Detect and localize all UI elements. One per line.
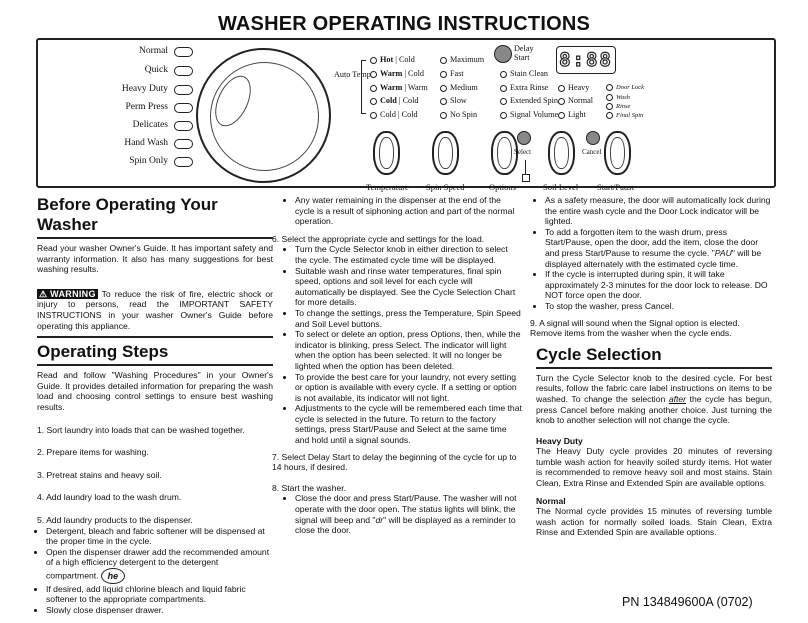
list-item bbox=[295, 493, 522, 535]
list-item: • To change the settings, press the Temperature, Spin Speed and Soil Level buttons. bbox=[295, 308, 522, 329]
status-rinse bbox=[606, 103, 630, 110]
list-item: • Adjustments to the cycle will be remembered each time that cycle is selected in the future. To return to the factory settings, press Start/Pause and Select at the same time and hold until a signal sounds. bbox=[295, 403, 522, 445]
temp-light-icon bbox=[370, 112, 377, 119]
status-light-icon bbox=[606, 112, 613, 119]
status-label: Door Lock bbox=[616, 84, 644, 91]
temp-option-warm-warm: Warm | Warm bbox=[370, 83, 428, 92]
list-item: • If desired, add liquid chlorine bleach and liquid fabric softener to the appropriate compartments. bbox=[46, 584, 273, 605]
list-item: • To stop the washer, press Cancel. bbox=[545, 301, 772, 312]
spin-label: Medium bbox=[450, 83, 478, 92]
options-indicator-icon bbox=[522, 174, 530, 182]
warning-badge-text: WARNING bbox=[50, 288, 96, 299]
soil-light-icon bbox=[558, 112, 565, 119]
status-label: Final Spin bbox=[616, 112, 644, 119]
list-item: • To provide the best care for your laundry, not every setting or option is available with every cycle. If a setting or option is not available, its indicator will not light. bbox=[295, 372, 522, 404]
step-2: 2. Prepare items for washing. bbox=[37, 447, 149, 458]
wash-temp: Cold bbox=[380, 96, 397, 105]
step-1: 1. Sort laundry into loads that can be washed together. bbox=[37, 424, 245, 435]
emphasis-after: after bbox=[668, 393, 687, 404]
before-paragraph: Read your washer Owner's Guide. It has important safety and warranty information. It also has many suggestions for best washing results. bbox=[37, 243, 273, 275]
spin-label: Slow bbox=[450, 96, 467, 105]
divider bbox=[536, 367, 772, 369]
list-item: • To select or delete an option, press Options, then, while the indicator is blinking, press Select. The indicator will light when the option has been selected. It will no longer be lighted when the option has been deleted. bbox=[295, 329, 522, 371]
rinse-temp: Cold bbox=[398, 55, 415, 64]
cycle-label-perm-press: Perm Press bbox=[125, 102, 168, 112]
dispenser-note bbox=[286, 195, 522, 227]
spin-light-icon bbox=[440, 85, 447, 92]
step-8-list bbox=[286, 493, 522, 535]
right-column bbox=[530, 195, 772, 545]
options-indicator-line bbox=[525, 160, 526, 174]
cycle-selector-knob[interactable] bbox=[196, 48, 331, 183]
spin-light-icon bbox=[440, 112, 447, 119]
cycle-indicator-spin-only[interactable] bbox=[174, 157, 193, 167]
cycle-indicator-hand-wash[interactable] bbox=[174, 139, 193, 149]
list-item: • Any water remaining in the dispenser at the end of the cycle is a result of siphoning action and part of the normal operation. bbox=[295, 195, 522, 227]
list-item: • As a safety measure, the door will automatically lock during the entire wash cycle and the Door Lock indicator will be lighted. bbox=[545, 195, 772, 227]
start-pause-button-label: Start/Pause bbox=[597, 182, 636, 192]
soil-level-button-label: Soil Level bbox=[543, 182, 579, 192]
cycle-indicator-heavy-duty[interactable] bbox=[174, 85, 193, 95]
heading-cycle-selection: Cycle Selection bbox=[536, 344, 662, 364]
he-logo-text: he bbox=[107, 570, 119, 581]
status-door-lock bbox=[606, 84, 644, 91]
wash-temp: Cold bbox=[380, 110, 396, 119]
select-label: Select bbox=[514, 148, 532, 156]
heavy-duty-paragraph: The Heavy Duty cycle provides 20 minutes of reversing tumble wash action for heavily soiled sturdy items. Hot water is recommended to remove heavy soil and most stains. Stain Clean, Extra Rinse and Extended Spin are available options. bbox=[536, 446, 772, 489]
temp-option-hot-cold: Hot | Cold bbox=[370, 55, 415, 64]
cycle-label-normal: Normal bbox=[138, 46, 168, 56]
spin-option-no-spin bbox=[440, 110, 477, 119]
list-item: • Suitable wash and rinse water temperatures, final spin speed, options and soil level for each cycle will automatically be displayed. See the Cycle Selection Chart for more details. bbox=[295, 266, 522, 308]
rinse-temp: Cold bbox=[401, 110, 418, 119]
start-pause-button[interactable] bbox=[604, 131, 631, 175]
cancel-button[interactable] bbox=[586, 131, 600, 145]
soil-light-icon bbox=[558, 85, 565, 92]
spin-light-icon bbox=[440, 71, 447, 78]
spin-option-fast bbox=[440, 69, 464, 78]
list-item-text: Close the door and press Start/Pause. The washer will not operate with the door open. The status lights will blink, the signal will beep and " bbox=[295, 493, 517, 525]
spin-label: No Spin bbox=[450, 110, 478, 119]
divider bbox=[37, 237, 273, 239]
he-logo-icon bbox=[101, 568, 125, 584]
soil-option-normal bbox=[558, 96, 593, 105]
list-item-text: " will be displayed alternately with the estimated cycle time. bbox=[545, 247, 762, 269]
cycle-indicator-delicates[interactable] bbox=[174, 121, 193, 131]
cycle-label-heavy-duty: Heavy Duty bbox=[121, 84, 168, 94]
heading-heavy-duty: Heavy Duty bbox=[536, 435, 583, 446]
temp-light-icon bbox=[370, 98, 377, 105]
rinse-temp: Cold bbox=[408, 69, 424, 78]
soil-option-light bbox=[558, 110, 586, 119]
middle-column bbox=[272, 195, 522, 536]
option-stain-clean bbox=[500, 69, 548, 78]
option-light-icon bbox=[500, 112, 507, 119]
option-light-icon bbox=[500, 71, 507, 78]
soil-level-button[interactable] bbox=[548, 131, 575, 175]
display-code: PAU bbox=[714, 247, 732, 258]
list-item-text: Open the dispenser drawer add the recommended amount of a high efficiency detergent to the detergent compartment. bbox=[46, 546, 270, 581]
cycle-indicator-quick[interactable] bbox=[174, 66, 193, 76]
warning-badge: ⚠ WARNING bbox=[39, 288, 96, 299]
wash-temp: Warm bbox=[380, 69, 403, 78]
cycle-label-spin-only: Spin Only bbox=[129, 156, 168, 166]
step-3: 3. Pretreat stains and heavy soil. bbox=[37, 469, 162, 480]
left-column bbox=[37, 195, 273, 616]
temperature-button[interactable] bbox=[373, 131, 400, 175]
step-6: 6. Select the appropriate cycle and settings for the load. bbox=[272, 233, 485, 244]
spin-option-medium bbox=[440, 83, 478, 92]
step-7: 7. Select Delay Start to delay the beginning of the cycle for up to 14 hours, if desired. bbox=[272, 451, 517, 473]
list-item bbox=[46, 547, 273, 584]
spin-speed-button[interactable] bbox=[432, 131, 459, 175]
divider bbox=[37, 336, 273, 338]
status-light-icon bbox=[606, 84, 613, 91]
step-5-list bbox=[37, 526, 273, 616]
display-code: dr bbox=[375, 514, 384, 525]
soil-light-icon bbox=[558, 98, 565, 105]
option-signal-volume bbox=[500, 110, 558, 119]
warning-paragraph bbox=[37, 289, 273, 331]
temperature-button-label: Temperature bbox=[366, 182, 409, 192]
option-light-icon bbox=[500, 98, 507, 105]
cycle-indicator-perm-press[interactable] bbox=[174, 103, 193, 113]
soil-option-heavy bbox=[558, 83, 589, 92]
option-label: Extended Spin bbox=[510, 96, 558, 105]
page-title: WASHER OPERATING INSTRUCTIONS bbox=[217, 13, 591, 35]
cycle-label-hand-wash: Hand Wash bbox=[124, 138, 168, 148]
auto-temp-label: Auto Temp bbox=[334, 70, 371, 79]
status-label: Wash bbox=[616, 94, 630, 101]
option-extended-spin bbox=[500, 96, 558, 105]
spin-label: Fast bbox=[450, 69, 464, 78]
option-label: Extra Rinse bbox=[510, 83, 549, 92]
status-final-spin bbox=[606, 112, 643, 119]
spin-option-maximum bbox=[440, 55, 484, 64]
list-item bbox=[545, 227, 772, 269]
soil-label: Light bbox=[568, 110, 586, 119]
rinse-temp: Warm bbox=[407, 83, 428, 92]
option-light-icon bbox=[500, 85, 507, 92]
delay-start-label: Delay Start bbox=[514, 44, 534, 62]
step-6-list bbox=[286, 244, 522, 445]
list-item: • If the cycle is interrupted during spin, it will take approximately 2-3 minutes for the door lock to release. DO NOT force open the door. bbox=[545, 269, 772, 301]
cycle-label-delicates: Delicates bbox=[132, 120, 168, 130]
wash-temp: Hot bbox=[380, 55, 394, 64]
spin-light-icon bbox=[440, 98, 447, 105]
list-item: • Slowly close dispenser drawer. bbox=[46, 605, 273, 616]
option-label: Stain Clean bbox=[510, 69, 548, 78]
temp-light-icon bbox=[370, 71, 377, 78]
spin-speed-button-label: Spin Speed bbox=[426, 182, 465, 192]
soil-label: Heavy bbox=[568, 83, 590, 92]
options-button-label: Options bbox=[489, 182, 516, 192]
cycle-label-quick: Quick bbox=[144, 65, 168, 75]
list-item: • Turn the Cycle Selector knob in either direction to select the cycle. The estimated cycle time will be displayed. bbox=[295, 244, 522, 265]
auto-temp-bracket bbox=[361, 60, 366, 114]
list-item-text: To add a forgotten item to the wash drum, press Start/Pause, open the door, add the item, close the door and press Start/Pause to resume the cycle. " bbox=[545, 226, 759, 258]
step-8-list-cont bbox=[536, 195, 772, 312]
status-light-icon bbox=[606, 103, 613, 110]
wash-temp: Warm bbox=[380, 83, 403, 92]
divider bbox=[37, 364, 273, 366]
list-item: • Detergent, bleach and fabric softener will be dispensed at the proper time in the cycle. bbox=[46, 526, 273, 547]
heading-normal: Normal bbox=[536, 495, 566, 506]
spin-option-slow bbox=[440, 96, 467, 105]
status-label: Rinse bbox=[616, 103, 631, 110]
status-light-icon bbox=[606, 94, 613, 101]
rinse-temp: Cold bbox=[402, 96, 419, 105]
soil-label: Normal bbox=[568, 96, 594, 105]
cycle-indicator-normal[interactable] bbox=[174, 47, 193, 57]
warning-text: To reduce the risk of fire, electric shock or injury to persons, read the IMPORTANT SAFETY INSTRUCTIONS in your washer Owner's Guide before operating this appliance. bbox=[37, 288, 273, 331]
step-8: 8. Start the washer. bbox=[272, 482, 347, 493]
step-9: 9. A signal will sound when the Signal option is elected. Remove items from the washer when the cycle ends. bbox=[530, 317, 740, 339]
step-5: 5. Add laundry products to the dispenser. bbox=[37, 514, 193, 525]
status-wash bbox=[606, 94, 630, 101]
part-number: PN 134849600A (0702) bbox=[622, 595, 753, 609]
heading-before-operating: Before Operating Your Washer bbox=[37, 195, 218, 234]
select-button[interactable] bbox=[517, 131, 531, 145]
list-item-text: " will be displayed as a reminder to close the door. bbox=[295, 514, 516, 536]
heading-operating-steps: Operating Steps bbox=[37, 342, 169, 362]
cycle-text: Turn the Cycle Selector knob to the desired cycle. For best results, follow the fabric care label instructions on items to be washed. To change the selection bbox=[536, 372, 772, 404]
steps-intro: Read and follow "Washing Procedures" in your Owner's Guide. It provides detailed information for preparing the wash load and choosing control settings to ensure best washing results. bbox=[37, 370, 273, 412]
temp-light-icon bbox=[370, 57, 377, 64]
time-display: 8:88 bbox=[556, 46, 616, 74]
temp-option-warm-cold: Warm | Cold bbox=[370, 69, 424, 78]
cancel-label: Cancel bbox=[582, 148, 602, 156]
spin-label: Maximum bbox=[450, 55, 485, 64]
normal-paragraph: The Normal cycle provides 15 minutes of reversing tumble wash action for normally soiled loads. Stain Clean, Extra Rinse and Extended Spin are available options. bbox=[536, 506, 772, 538]
temp-option-cold-cold-2: Cold | Cold bbox=[370, 110, 418, 119]
option-label: Signal Volume bbox=[510, 110, 559, 119]
delay-start-button[interactable] bbox=[494, 45, 512, 63]
temp-light-icon bbox=[370, 85, 377, 92]
step-4: 4. Add laundry load to the wash drum. bbox=[37, 492, 182, 503]
spin-light-icon bbox=[440, 57, 447, 64]
cycle-text: the cycle has begun, press Cancel before making another choice. Just turning the knob to another selection will not change the cycle. bbox=[536, 393, 772, 426]
option-extra-rinse bbox=[500, 83, 548, 92]
temp-option-cold-cold: Cold | Cold bbox=[370, 96, 419, 105]
cycle-paragraph bbox=[536, 373, 772, 426]
